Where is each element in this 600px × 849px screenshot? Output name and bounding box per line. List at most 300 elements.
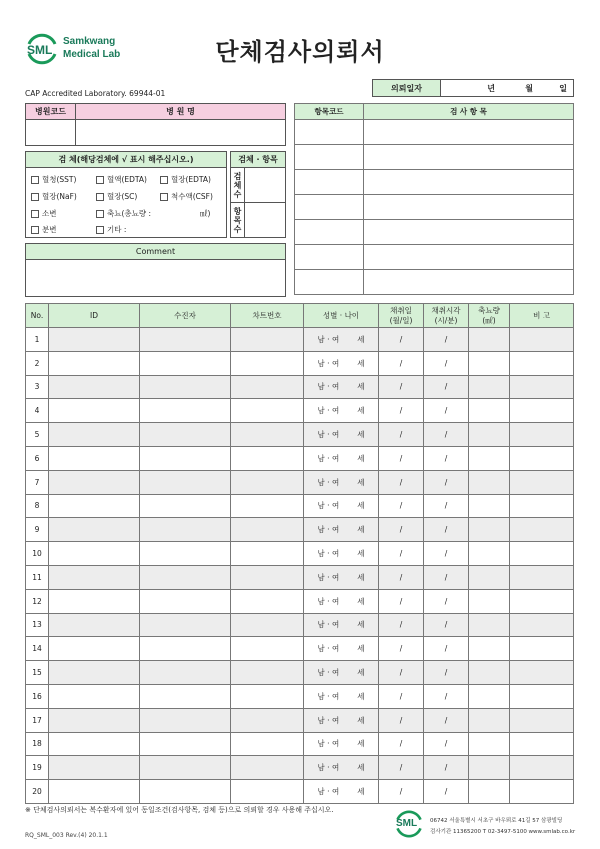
page-title: 단체검사의뢰서: [215, 38, 385, 66]
time-cell[interactable]: /: [424, 780, 469, 804]
urine-cell[interactable]: [469, 328, 510, 352]
urine-cell[interactable]: [469, 375, 510, 399]
col-date-l2: (월/일): [389, 315, 413, 325]
table-row: [26, 780, 574, 804]
col-no: No.: [26, 304, 49, 328]
item-name-input[interactable]: [364, 245, 574, 270]
col-id: ID: [49, 304, 140, 328]
date-cell[interactable]: /: [379, 375, 424, 399]
note-cell[interactable]: [510, 661, 574, 685]
sex-age-cell[interactable]: [304, 518, 379, 542]
id-cell[interactable]: [49, 542, 140, 566]
chart-cell[interactable]: [231, 589, 304, 613]
time-cell[interactable]: /: [424, 423, 469, 447]
patient-cell[interactable]: [140, 423, 231, 447]
col-sex-age: [304, 304, 379, 328]
chart-cell[interactable]: [231, 351, 304, 375]
sex-age-cell[interactable]: [304, 613, 379, 637]
sex-age-cell[interactable]: [304, 684, 379, 708]
item-code-input[interactable]: [295, 245, 364, 270]
urine-cell[interactable]: [469, 756, 510, 780]
patient-cell[interactable]: [140, 351, 231, 375]
hospital-name-input[interactable]: [76, 120, 285, 145]
id-cell[interactable]: [49, 780, 140, 804]
sex-age-cell[interactable]: [304, 328, 379, 352]
specimen-option-stool[interactable]: 분변: [31, 224, 57, 235]
patient-cell[interactable]: [140, 613, 231, 637]
checkbox[interactable]: [31, 176, 39, 184]
specimen-option-blood-edta[interactable]: 혈액(EDTA): [96, 174, 147, 185]
id-cell[interactable]: [49, 661, 140, 685]
time-cell[interactable]: /: [424, 756, 469, 780]
chart-cell[interactable]: [231, 708, 304, 732]
chart-cell[interactable]: [231, 637, 304, 661]
row-number: 6: [26, 446, 49, 470]
item-name-input[interactable]: [364, 220, 574, 245]
age-unit: 세: [357, 549, 365, 559]
date-cell[interactable]: /: [379, 684, 424, 708]
patient-cell[interactable]: [140, 518, 231, 542]
chart-cell[interactable]: [231, 661, 304, 685]
row-number: 3: [26, 375, 49, 399]
urine-cell[interactable]: [469, 542, 510, 566]
item-code-header: 항목코드: [295, 104, 364, 120]
time-cell[interactable]: /: [424, 494, 469, 518]
sex-age-cell[interactable]: [304, 446, 379, 470]
date-cell[interactable]: /: [379, 780, 424, 804]
age-unit: 세: [357, 691, 365, 701]
table-row: [26, 518, 574, 542]
sex-text: 남 · 여: [317, 453, 340, 463]
specimen-urine-unit: ㎖): [200, 209, 211, 218]
age-unit: 세: [357, 715, 365, 725]
date-cell[interactable]: /: [379, 351, 424, 375]
date-cell[interactable]: /: [379, 756, 424, 780]
table-row: [26, 637, 574, 661]
chart-cell[interactable]: [231, 518, 304, 542]
cap-label: CAP Accredited Laboratory. 69944-01: [25, 89, 166, 98]
row-number: 4: [26, 399, 49, 423]
sex-age-cell[interactable]: [304, 661, 379, 685]
col-patient: 수진자: [140, 304, 231, 328]
col-note: 비 고: [510, 304, 574, 328]
row-number: 7: [26, 470, 49, 494]
note-cell[interactable]: [510, 637, 574, 661]
note-cell[interactable]: [510, 542, 574, 566]
note-cell[interactable]: [510, 756, 574, 780]
id-cell[interactable]: [49, 637, 140, 661]
checkbox[interactable]: [96, 193, 104, 201]
sex-text: 남 · 여: [317, 501, 340, 511]
checkbox[interactable]: [96, 176, 104, 184]
footer-note: ※ 단체검사의뢰서는 복수환자에 있어 동일조건(검사항목, 검체 등)으로 의뢰할 경우 사용해 주십시오.: [25, 806, 334, 814]
item-name-input[interactable]: [364, 120, 574, 145]
chart-cell[interactable]: [231, 613, 304, 637]
sex-age-cell[interactable]: [304, 637, 379, 661]
urine-cell[interactable]: [469, 494, 510, 518]
time-cell[interactable]: /: [424, 375, 469, 399]
sex-age-cell[interactable]: [304, 732, 379, 756]
table-row: [26, 613, 574, 637]
patient-cell[interactable]: [140, 589, 231, 613]
row-number: 11: [26, 565, 49, 589]
table-row: [26, 708, 574, 732]
patient-cell[interactable]: [140, 565, 231, 589]
row-number: 14: [26, 637, 49, 661]
time-cell[interactable]: /: [424, 470, 469, 494]
time-cell[interactable]: /: [424, 589, 469, 613]
row-number: 19: [26, 756, 49, 780]
table-row: [26, 684, 574, 708]
checkbox[interactable]: [96, 210, 104, 218]
logo-mark: SML: [27, 43, 53, 57]
specimen-option-naf[interactable]: 혈장(NaF): [31, 191, 77, 202]
sex-text: 남 · 여: [317, 596, 340, 606]
checkbox[interactable]: [160, 193, 168, 201]
table-row: [26, 375, 574, 399]
time-cell[interactable]: /: [424, 684, 469, 708]
sex-age-cell[interactable]: [304, 375, 379, 399]
checkbox[interactable]: [31, 226, 39, 234]
note-cell[interactable]: [510, 375, 574, 399]
row-number: 9: [26, 518, 49, 542]
table-row: [26, 351, 574, 375]
patient-cell[interactable]: [140, 494, 231, 518]
time-cell[interactable]: /: [424, 518, 469, 542]
table-row: [26, 399, 574, 423]
comment-input[interactable]: [26, 260, 285, 296]
chart-cell[interactable]: [231, 542, 304, 566]
chart-cell[interactable]: [231, 328, 304, 352]
id-cell[interactable]: [49, 708, 140, 732]
age-unit: 세: [357, 525, 365, 535]
footer-logo: [393, 809, 425, 839]
specimen-option-sc[interactable]: 혈장(SC): [96, 191, 137, 202]
sex-text: 남 · 여: [317, 430, 340, 440]
sex-text: 남 · 여: [317, 620, 340, 630]
sex-text: 남 · 여: [317, 406, 340, 416]
age-unit: 세: [357, 477, 365, 487]
checkbox[interactable]: [160, 176, 168, 184]
col-time: [424, 304, 469, 328]
sex-text: 남 · 여: [317, 644, 340, 654]
sex-text: 남 · 여: [317, 334, 340, 344]
time-cell[interactable]: /: [424, 351, 469, 375]
id-cell[interactable]: [49, 732, 140, 756]
urine-cell[interactable]: [469, 423, 510, 447]
row-number: 18: [26, 732, 49, 756]
table-row: [26, 756, 574, 780]
footer-contact: 검사기관 11365200 T 02-3497-5100 www.smlab.co.kr: [430, 829, 576, 835]
request-date-day[interactable]: 일: [559, 83, 567, 93]
time-cell[interactable]: /: [424, 446, 469, 470]
col-sex-age-label: 성별 · 나이: [322, 311, 360, 320]
patient-cell[interactable]: [140, 399, 231, 423]
sex-text: 남 · 여: [317, 763, 340, 773]
id-cell[interactable]: [49, 613, 140, 637]
id-cell[interactable]: [49, 446, 140, 470]
date-cell[interactable]: /: [379, 589, 424, 613]
patient-cell[interactable]: [140, 661, 231, 685]
id-cell[interactable]: [49, 328, 140, 352]
chart-cell[interactable]: [231, 399, 304, 423]
date-cell[interactable]: /: [379, 542, 424, 566]
date-cell[interactable]: /: [379, 518, 424, 542]
urine-cell[interactable]: [469, 589, 510, 613]
urine-cell[interactable]: [469, 684, 510, 708]
table-row: [26, 661, 574, 685]
footer-address: 06742 서울특별시 서초구 바우뫼로 41길 57 삼광빌딩: [430, 818, 563, 824]
note-cell[interactable]: [510, 518, 574, 542]
id-cell[interactable]: [49, 423, 140, 447]
time-cell[interactable]: /: [424, 542, 469, 566]
chart-cell[interactable]: [231, 494, 304, 518]
sex-text: 남 · 여: [317, 715, 340, 725]
count-header: 검체 · 항목: [231, 152, 285, 168]
table-row: [26, 565, 574, 589]
age-unit: 세: [357, 358, 365, 368]
date-cell[interactable]: /: [379, 494, 424, 518]
date-cell[interactable]: /: [379, 470, 424, 494]
request-date-month[interactable]: 월: [525, 83, 533, 93]
sex-text: 남 · 여: [317, 525, 340, 535]
item-code-input[interactable]: [295, 120, 364, 145]
time-cell[interactable]: /: [424, 565, 469, 589]
sex-age-cell[interactable]: [304, 399, 379, 423]
item-name-header: 검 사 항 목: [364, 104, 574, 120]
note-cell[interactable]: [510, 470, 574, 494]
logo-line2: Medical Lab: [63, 49, 121, 60]
sex-age-cell[interactable]: [304, 494, 379, 518]
specimen-count-input[interactable]: [245, 168, 285, 203]
item-code-input[interactable]: [295, 170, 364, 195]
chart-cell[interactable]: [231, 732, 304, 756]
test-items-table: [294, 103, 574, 295]
specimen-option-plasma-edta[interactable]: 혈장(EDTA): [160, 174, 211, 185]
urine-cell[interactable]: [469, 351, 510, 375]
sex-age-cell[interactable]: [304, 756, 379, 780]
age-unit: 세: [357, 453, 365, 463]
id-cell[interactable]: [49, 399, 140, 423]
sex-age-cell[interactable]: [304, 565, 379, 589]
table-row: [26, 732, 574, 756]
note-cell[interactable]: [510, 732, 574, 756]
item-code-input[interactable]: [295, 270, 364, 295]
urine-cell[interactable]: [469, 661, 510, 685]
id-cell[interactable]: [49, 518, 140, 542]
chart-cell[interactable]: [231, 446, 304, 470]
sex-text: 남 · 여: [317, 477, 340, 487]
patient-cell[interactable]: [140, 780, 231, 804]
patient-cell[interactable]: [140, 732, 231, 756]
specimen-option-other[interactable]: 기타 :: [96, 224, 126, 235]
date-cell[interactable]: /: [379, 328, 424, 352]
id-cell[interactable]: [49, 375, 140, 399]
item-name-input[interactable]: [364, 170, 574, 195]
col-date: [379, 304, 424, 328]
time-cell[interactable]: /: [424, 661, 469, 685]
sex-age-cell[interactable]: [304, 423, 379, 447]
row-number: 5: [26, 423, 49, 447]
urine-cell[interactable]: [469, 708, 510, 732]
checkbox[interactable]: [31, 193, 39, 201]
id-cell[interactable]: [49, 351, 140, 375]
id-cell[interactable]: [49, 470, 140, 494]
request-date-year[interactable]: 년: [487, 83, 495, 93]
patient-cell[interactable]: [140, 375, 231, 399]
time-cell[interactable]: /: [424, 328, 469, 352]
col-urine: [469, 304, 510, 328]
date-cell[interactable]: /: [379, 399, 424, 423]
date-cell[interactable]: /: [379, 732, 424, 756]
specimen-count-label: 검 체 수: [231, 168, 245, 203]
patient-cell[interactable]: [140, 542, 231, 566]
age-unit: 세: [357, 668, 365, 678]
checkbox[interactable]: [96, 226, 104, 234]
logo-line1: Samkwang: [63, 36, 116, 47]
comment-box: [25, 243, 286, 297]
note-cell[interactable]: [510, 708, 574, 732]
chart-cell[interactable]: [231, 684, 304, 708]
note-cell[interactable]: [510, 351, 574, 375]
id-cell[interactable]: [49, 565, 140, 589]
time-cell[interactable]: /: [424, 613, 469, 637]
specimen-header: 검 체(해당검체에 √ 표시 해주십시오.): [26, 152, 226, 168]
note-cell[interactable]: [510, 446, 574, 470]
note-cell[interactable]: [510, 780, 574, 804]
patient-rows: [26, 328, 574, 804]
row-number: 17: [26, 708, 49, 732]
hospital-code-label: 병원코드: [26, 104, 76, 120]
footer-logo-mark: SML: [396, 818, 418, 829]
note-cell[interactable]: [510, 613, 574, 637]
chart-cell[interactable]: [231, 756, 304, 780]
table-row: [26, 470, 574, 494]
time-cell[interactable]: /: [424, 399, 469, 423]
urine-cell[interactable]: [469, 446, 510, 470]
patient-cell[interactable]: [140, 756, 231, 780]
chart-cell[interactable]: [231, 780, 304, 804]
item-name-input[interactable]: [364, 145, 574, 170]
date-cell[interactable]: /: [379, 565, 424, 589]
row-number: 20: [26, 780, 49, 804]
specimen-option-csf[interactable]: 척수액(CSF): [160, 191, 213, 202]
sex-text: 남 · 여: [317, 691, 340, 701]
row-number: 8: [26, 494, 49, 518]
item-name-input[interactable]: [364, 270, 574, 295]
note-cell[interactable]: [510, 565, 574, 589]
patient-cell[interactable]: [140, 708, 231, 732]
urine-cell[interactable]: [469, 637, 510, 661]
date-cell[interactable]: /: [379, 661, 424, 685]
item-code-input[interactable]: [295, 220, 364, 245]
age-unit: 세: [357, 620, 365, 630]
date-cell[interactable]: /: [379, 708, 424, 732]
specimen-option-urine[interactable]: 소변: [31, 208, 57, 219]
sex-age-cell[interactable]: [304, 351, 379, 375]
note-cell[interactable]: [510, 589, 574, 613]
chart-cell[interactable]: [231, 375, 304, 399]
patient-cell[interactable]: [140, 328, 231, 352]
sex-text: 남 · 여: [317, 739, 340, 749]
sex-text: 남 · 여: [317, 358, 340, 368]
urine-cell[interactable]: [469, 565, 510, 589]
sex-text: 남 · 여: [317, 382, 340, 392]
item-code-input[interactable]: [295, 195, 364, 220]
date-cell[interactable]: /: [379, 423, 424, 447]
note-cell[interactable]: [510, 494, 574, 518]
hospital-box: [25, 103, 286, 146]
patient-cell[interactable]: [140, 637, 231, 661]
sex-age-cell[interactable]: [304, 542, 379, 566]
row-number: 16: [26, 684, 49, 708]
time-cell[interactable]: /: [424, 732, 469, 756]
age-unit: 세: [357, 763, 365, 773]
request-date-box: [372, 79, 574, 97]
chart-cell[interactable]: [231, 423, 304, 447]
specimen-option-sst[interactable]: 혈청(SST): [31, 174, 76, 185]
patient-cell[interactable]: [140, 470, 231, 494]
patient-cell[interactable]: [140, 684, 231, 708]
sex-age-cell[interactable]: [304, 470, 379, 494]
specimen-option-24h-urine[interactable]: 축뇨(총뇨량 :: [96, 208, 151, 219]
age-unit: 세: [357, 739, 365, 749]
id-cell[interactable]: [49, 494, 140, 518]
date-cell[interactable]: /: [379, 613, 424, 637]
urine-cell[interactable]: [469, 518, 510, 542]
count-box: [230, 151, 286, 238]
note-cell[interactable]: [510, 423, 574, 447]
patient-table: [25, 303, 574, 804]
row-number: 15: [26, 661, 49, 685]
item-count-input[interactable]: [245, 203, 285, 237]
id-cell[interactable]: [49, 756, 140, 780]
chart-cell[interactable]: [231, 470, 304, 494]
id-cell[interactable]: [49, 589, 140, 613]
urine-cell[interactable]: [469, 399, 510, 423]
table-row: [26, 423, 574, 447]
note-cell[interactable]: [510, 328, 574, 352]
time-cell[interactable]: /: [424, 708, 469, 732]
urine-cell[interactable]: [469, 470, 510, 494]
sex-age-cell[interactable]: [304, 589, 379, 613]
urine-cell[interactable]: [469, 732, 510, 756]
col-time-l1: 채취시각: [431, 305, 461, 315]
urine-cell[interactable]: [469, 780, 510, 804]
sex-age-cell[interactable]: [304, 708, 379, 732]
sex-age-cell[interactable]: [304, 780, 379, 804]
id-cell[interactable]: [49, 684, 140, 708]
comment-header: Comment: [26, 244, 285, 260]
date-cell[interactable]: /: [379, 446, 424, 470]
urine-cell[interactable]: [469, 613, 510, 637]
age-unit: 세: [357, 501, 365, 511]
specimen-box: [25, 151, 227, 238]
note-cell[interactable]: [510, 684, 574, 708]
row-number: 13: [26, 613, 49, 637]
date-cell[interactable]: /: [379, 637, 424, 661]
sex-text: 남 · 여: [317, 572, 340, 582]
hospital-code-input[interactable]: [26, 120, 76, 145]
item-name-input[interactable]: [364, 195, 574, 220]
item-code-input[interactable]: [295, 145, 364, 170]
patient-cell[interactable]: [140, 446, 231, 470]
note-cell[interactable]: [510, 399, 574, 423]
chart-cell[interactable]: [231, 565, 304, 589]
time-cell[interactable]: /: [424, 637, 469, 661]
hospital-name-label: 병 원 명: [76, 104, 285, 120]
checkbox[interactable]: [31, 210, 39, 218]
